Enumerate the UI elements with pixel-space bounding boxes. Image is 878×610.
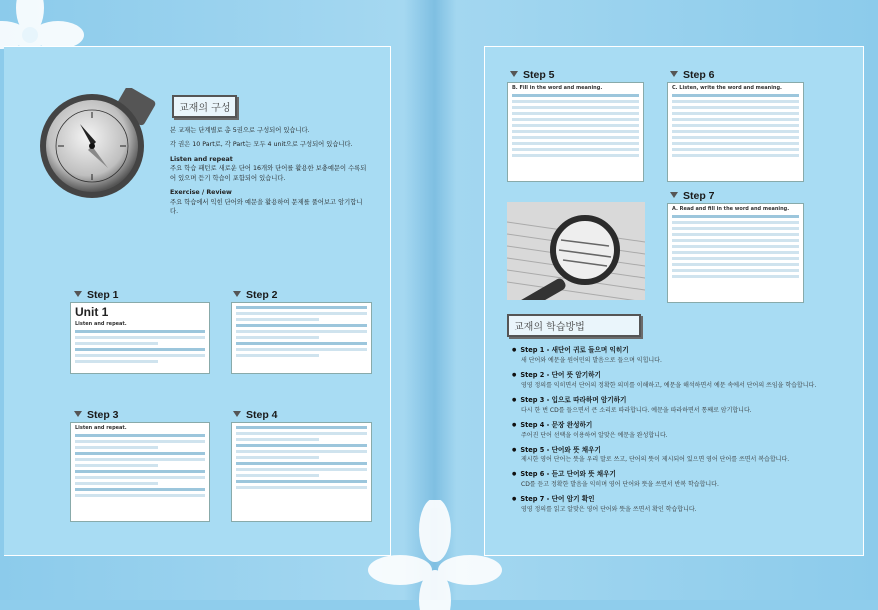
thumb-subtitle: Listen and repeat. xyxy=(75,425,127,431)
thumb-subtitle: A. Read and fill in the word and meaning. xyxy=(672,206,790,212)
step-heading xyxy=(74,289,119,301)
method-item xyxy=(512,446,862,465)
step-heading xyxy=(233,409,278,421)
step-thumbnail xyxy=(231,302,372,374)
step-heading xyxy=(510,69,555,81)
method-item xyxy=(512,346,862,365)
intro-paragraph: 본 교재는 단계별로 총 5권으로 구성되어 있습니다. xyxy=(170,127,310,134)
step-label: Step 3 xyxy=(87,409,119,421)
method-desc: CD를 듣고 정확한 발음을 익히며 영어 단어와 뜻을 쓰면서 반복 학습합니다. xyxy=(521,481,719,489)
exercise-body: 주요 학습에서 익힌 단어와 예문을 활용하여 문제를 풀어보고 암기합니다. xyxy=(170,198,363,216)
method-item xyxy=(512,371,862,390)
step-label: Step 5 xyxy=(523,69,555,81)
method-item xyxy=(512,396,862,415)
section-title-method: 교재의 학습방법 xyxy=(507,314,641,337)
step-heading xyxy=(74,409,119,421)
compass-photo xyxy=(30,88,160,200)
triangle-bullet-icon xyxy=(233,291,241,297)
step-label: Step 4 xyxy=(246,409,278,421)
method-title: ● Step 6 - 듣고 단어와 뜻 채우기 xyxy=(512,470,862,480)
method-desc: 영영 정의를 읽고 알맞은 영어 단어와 뜻을 쓰면서 확인 학습합니다. xyxy=(521,506,697,514)
step-heading xyxy=(670,190,715,202)
step-label: Step 2 xyxy=(246,289,278,301)
method-desc: 주어진 단어 선택을 이용하여 알맞은 예문을 완성합니다. xyxy=(521,431,668,439)
method-title: ● Step 3 - 입으로 따라하며 암기하기 xyxy=(512,396,862,406)
step-thumbnail xyxy=(667,82,804,182)
triangle-bullet-icon xyxy=(510,71,518,77)
listen-section xyxy=(170,155,370,183)
section-title-structure: 교재의 구성 xyxy=(172,95,237,118)
method-desc: 제시한 영어 단어는 뜻을 우리 말로 쓰고, 단어의 뜻이 제시되어 있으면 영어 단어를 쓰면서 복습합니다. xyxy=(521,456,790,464)
exercise-section xyxy=(170,188,370,216)
method-item xyxy=(512,470,862,489)
step-thumbnail xyxy=(507,82,644,182)
intro-paragraph: 각 권은 10 Part로, 각 Part는 모두 4 unit으로 구성되어 있습니다. xyxy=(170,141,353,149)
method-title: ● Step 7 - 단어 암기 확인 xyxy=(512,495,862,505)
listen-title: Listen and repeat xyxy=(170,155,233,163)
method-desc: 새 단어와 예문을 원어민의 발음으로 들으며 익힙니다. xyxy=(521,356,662,364)
triangle-bullet-icon xyxy=(233,411,241,417)
triangle-bullet-icon xyxy=(670,71,678,77)
triangle-bullet-icon xyxy=(74,291,82,297)
method-item xyxy=(512,495,862,514)
exercise-title: Exercise / Review xyxy=(170,189,232,197)
method-list xyxy=(512,346,862,520)
step-label: Step 1 xyxy=(87,289,119,301)
thumb-subtitle: C. Listen, write the word and meaning. xyxy=(672,85,782,91)
step-thumbnail xyxy=(667,203,804,303)
listen-body: 주요 학습 패턴로 새로운 단어 16개와 단어를 활용한 보충예문이 수록되어 있으며 듣기 학습이 포함되어 있습니다. xyxy=(170,165,367,182)
method-title: ● Step 4 - 문장 완성하기 xyxy=(512,421,862,431)
magnifier-photo xyxy=(507,202,645,300)
thumb-subtitle: Listen and repeat. xyxy=(75,321,127,327)
step-heading xyxy=(233,289,278,301)
step-thumbnail xyxy=(70,302,210,374)
step-thumbnail xyxy=(231,422,372,522)
triangle-bullet-icon xyxy=(670,192,678,198)
method-title: ● Step 5 - 단어와 뜻 채우기 xyxy=(512,446,862,456)
triangle-bullet-icon xyxy=(74,411,82,417)
method-desc: 다시 한 번 CD를 들으면서 큰 소리로 따라합니다. 예문을 따라하면서 통째로 암기합니다. xyxy=(521,406,752,414)
step-label: Step 6 xyxy=(683,69,715,81)
step-thumbnail xyxy=(70,422,210,522)
method-item xyxy=(512,421,862,440)
method-desc: 영영 정의를 익히면서 단어의 정확한 의미를 이해하고, 예문을 해석하면서 예문 속에서 단어의 쓰임을 학습합니다. xyxy=(521,381,817,389)
step-heading xyxy=(670,69,715,81)
method-title: ● Step 2 - 단어 뜻 암기하기 xyxy=(512,371,862,381)
intro-text xyxy=(170,126,370,222)
method-title: ● Step 1 - 새단어 귀로 들으며 익히기 xyxy=(512,346,862,356)
step-label: Step 7 xyxy=(683,190,715,202)
unit-title: Unit 1 xyxy=(75,305,109,319)
thumb-subtitle: B. Fill in the word and meaning. xyxy=(512,85,603,91)
